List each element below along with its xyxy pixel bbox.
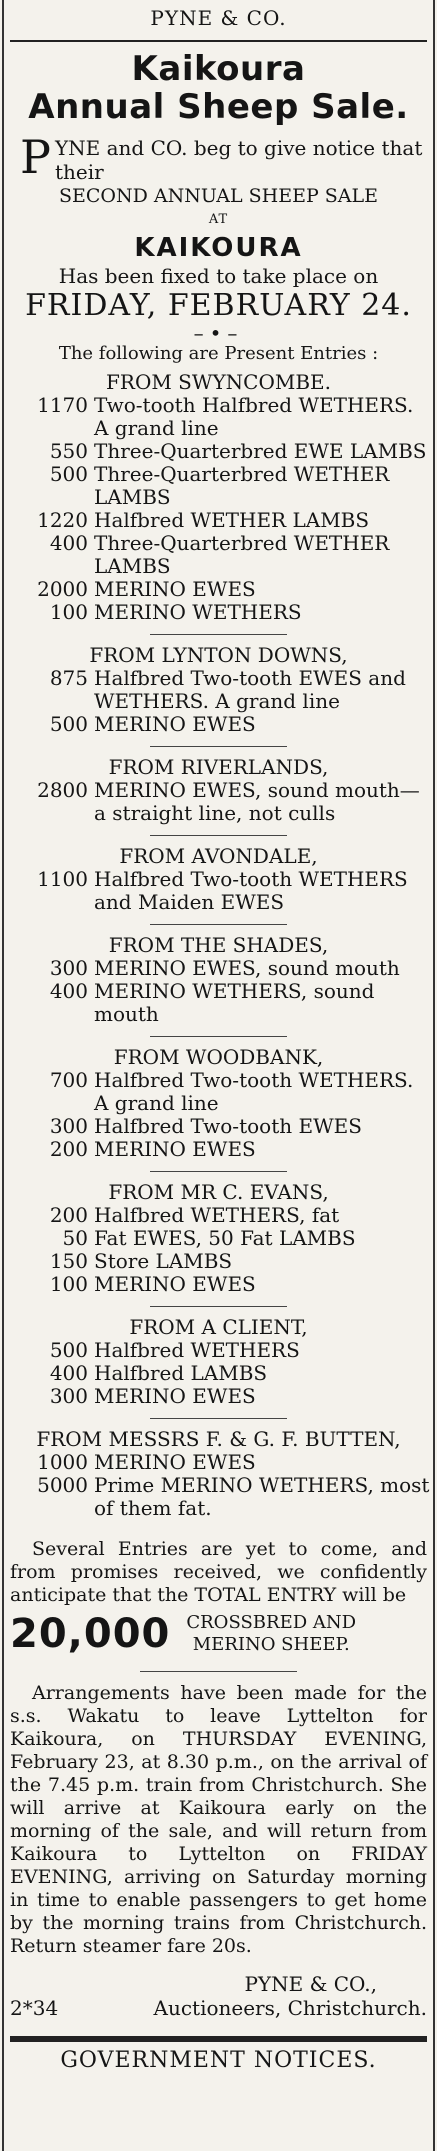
entry-quantity: 400 — [49, 531, 88, 555]
signature-row-2 — [0, 1996, 437, 2020]
entry-quantity: 100 — [49, 1272, 88, 1296]
entry-description: Prime MERINO WETHERS, most of them fat. — [94, 1473, 430, 1520]
entry-section — [0, 370, 437, 624]
signature-role: Auctioneers, Christchurch. — [153, 1996, 427, 2020]
section-heading: FROM A CLIENT, — [129, 1315, 308, 1339]
entry-quantity: 100 — [49, 600, 88, 624]
entry-row — [0, 957, 437, 980]
entry-row — [0, 532, 437, 578]
entry-row — [0, 1069, 437, 1115]
entry-row — [0, 667, 437, 713]
entry-row — [0, 1362, 437, 1385]
entry-description: MERINO EWES, sound mouth — [94, 956, 400, 980]
entry-description: Three-Quarterbred EWE LAMBS — [94, 439, 427, 463]
entry-row — [0, 1138, 437, 1161]
entry-quantity: 1000 — [37, 1450, 88, 1474]
entry-row — [0, 713, 437, 736]
title-line-2: Annual Sheep Sale. — [28, 87, 409, 127]
entry-quantity: 1220 — [37, 508, 88, 532]
entry-description: Halfbred WETHERS, fat — [94, 1203, 340, 1227]
entry-section — [0, 1306, 437, 1408]
entry-row — [0, 394, 437, 440]
entry-quantity: 300 — [49, 1384, 88, 1408]
entry-row — [0, 1339, 437, 1362]
entry-section — [0, 1171, 437, 1296]
entry-quantity: 500 — [49, 712, 88, 736]
entry-quantity: 500 — [49, 1338, 88, 1362]
arrangements-paragraph: Arrangements have been made for the s.s. Wakatu to leave Lyttelton for Kaikoura, on THURSDAY EVENING, February 23, at 8.30 p.m., on the arrival of the 7.45 p.m. train from Christchurch. She will arrive at Kaikoura early on the morning of the sale, and will return from Kaikoura to Lyttelton on FRIDAY EVENING, arriving on Saturday morning in time to enable passengers to get home by the morning trains from Christchurch. Return steamer fare 20s. — [10, 1682, 427, 1957]
intro-line-2: SECOND ANNUAL SHEEP SALE — [58, 185, 379, 207]
entry-description: Three-Quarterbred WETHER LAMBS — [94, 462, 390, 509]
entry-quantity: 150 — [49, 1249, 88, 1273]
section-rule — [150, 634, 287, 635]
entry-quantity: 700 — [49, 1068, 88, 1092]
section-heading: FROM AVONDALE, — [119, 844, 318, 868]
entry-section — [0, 1036, 437, 1161]
entry-description: MERINO EWES — [94, 1450, 256, 1474]
entry-section — [0, 746, 437, 825]
entry-row — [0, 440, 437, 463]
entry-row — [0, 1227, 437, 1250]
separator-rule — [140, 1671, 297, 1672]
section-heading: FROM MESSRS F. & G. F. BUTTEN, — [36, 1427, 401, 1451]
entry-row — [0, 601, 437, 624]
entry-row — [0, 1204, 437, 1227]
total-number: 20,000 — [10, 1611, 171, 1657]
signature-row-1 — [0, 1972, 437, 1996]
entries-intro: The following are Present Entries : — [58, 343, 379, 364]
right-column-border — [433, 0, 435, 2151]
entry-row — [0, 779, 437, 825]
intro-line-3: Has been fixed to take place on — [58, 264, 379, 288]
entry-description: MERINO EWES — [94, 1137, 256, 1161]
left-column-border — [2, 0, 4, 2151]
intro-at: AT — [208, 212, 229, 227]
entry-row — [0, 509, 437, 532]
intro-line-1: YNE and CO. beg to give notice that their — [54, 136, 423, 184]
entry-quantity: 50 — [62, 1226, 88, 1250]
entry-description: Halfbred Two-tooth WETHERS. A grand line — [94, 1068, 414, 1115]
section-heading: FROM THE SHADES, — [108, 933, 329, 957]
note-paragraph: Several Entries are yet to come, and from promises received, we confidently anticipate that the TOTAL ENTRY will be — [10, 1538, 427, 1606]
entry-quantity: 1170 — [37, 393, 88, 417]
entry-quantity: 200 — [49, 1137, 88, 1161]
entry-row — [0, 980, 437, 1026]
section-heading: FROM LYNTON DOWNS, — [89, 643, 348, 667]
sale-date: FRIDAY, FEBRUARY 24. — [25, 288, 412, 323]
entry-description: Halfbred LAMBS — [94, 1361, 268, 1385]
section-rule — [150, 835, 287, 836]
entry-description: MERINO EWES — [94, 1272, 256, 1296]
intro-block — [0, 130, 437, 366]
entry-quantity: 2800 — [37, 778, 88, 802]
entry-section — [0, 835, 437, 914]
footer-heading: GOVERNMENT NOTICES. — [60, 2048, 377, 2073]
section-heading: FROM WOODBANK, — [113, 1045, 324, 1069]
ad-header: PYNE & CO. — [150, 6, 287, 30]
total-label-line-1: CROSSBRED AND — [186, 1612, 357, 1633]
entry-description: Halfbred Two-tooth EWES — [94, 1114, 362, 1138]
entry-quantity: 300 — [49, 956, 88, 980]
signature-name: PYNE & CO., — [244, 1972, 377, 1996]
entry-row — [0, 1250, 437, 1273]
entry-description: MERINO EWES — [94, 577, 256, 601]
entry-section — [0, 924, 437, 1026]
entry-description: MERINO WETHERS — [94, 600, 302, 624]
entry-description: Store LAMBS — [94, 1249, 233, 1273]
entry-description: MERINO EWES — [94, 1384, 256, 1408]
entry-description: Two-tooth Halfbred WETHERS. A grand line — [94, 393, 414, 440]
entry-description: MERINO EWES, sound mouth—a straight line, not culls — [94, 778, 420, 825]
section-rule — [150, 1418, 287, 1419]
entry-description: Halfbred Two-tooth WETHERS and Maiden EWES — [94, 867, 408, 914]
entry-quantity: 550 — [49, 439, 88, 463]
entry-description: Fat EWES, 50 Fat LAMBS — [94, 1226, 356, 1250]
entry-quantity: 200 — [49, 1203, 88, 1227]
entry-section — [0, 634, 437, 736]
ornament-dots: –•– — [193, 321, 244, 345]
drop-cap: P — [20, 130, 51, 184]
entry-quantity: 1100 — [37, 867, 88, 891]
entry-description: Halfbred WETHERS — [94, 1338, 300, 1362]
title-line-1: Kaikoura — [131, 49, 306, 89]
section-heading: FROM RIVERLANDS, — [108, 755, 329, 779]
entry-quantity: 875 — [49, 666, 88, 690]
entry-row — [0, 1451, 437, 1474]
total-label — [186, 1612, 356, 1656]
section-heading: FROM SWYNCOMBE. — [106, 370, 331, 394]
section-heading: FROM MR C. EVANS, — [108, 1180, 329, 1204]
section-rule — [150, 1036, 287, 1037]
signature-block — [0, 1972, 437, 2020]
entries-list — [0, 370, 437, 1520]
intro-place: KAIKOURA — [134, 233, 303, 263]
entry-quantity: 2000 — [37, 577, 88, 601]
section-rule — [150, 746, 287, 747]
footer-rule — [10, 2036, 427, 2042]
total-entry — [0, 1607, 437, 1661]
top-rule — [10, 40, 427, 42]
entry-description: Three-Quarterbred WETHER LAMBS — [94, 531, 390, 578]
entry-quantity: 400 — [49, 979, 88, 1003]
section-rule — [150, 1171, 287, 1172]
entry-quantity: 5000 — [37, 1473, 88, 1497]
total-label-line-2: MERINO SHEEP. — [192, 1634, 350, 1655]
entry-section — [0, 1418, 437, 1520]
section-rule — [150, 1306, 287, 1307]
entry-description: MERINO EWES — [94, 712, 256, 736]
section-rule — [150, 924, 287, 925]
entry-description: Halfbred Two-tooth EWES and WETHERS. A grand line — [94, 666, 406, 713]
entry-row — [0, 463, 437, 509]
ad-title — [0, 50, 437, 126]
entry-quantity: 400 — [49, 1361, 88, 1385]
entry-row — [0, 1115, 437, 1138]
entry-row — [0, 1273, 437, 1296]
entry-quantity: 300 — [49, 1114, 88, 1138]
entry-row — [0, 868, 437, 914]
entry-description: MERINO WETHERS, sound mouth — [94, 979, 375, 1026]
signature-ref: 2*34 — [10, 1996, 59, 2020]
entry-row — [0, 1385, 437, 1408]
entry-row — [0, 578, 437, 601]
entry-row — [0, 1474, 437, 1520]
entry-quantity: 500 — [49, 462, 88, 486]
entry-description: Halfbred WETHER LAMBS — [94, 508, 370, 532]
